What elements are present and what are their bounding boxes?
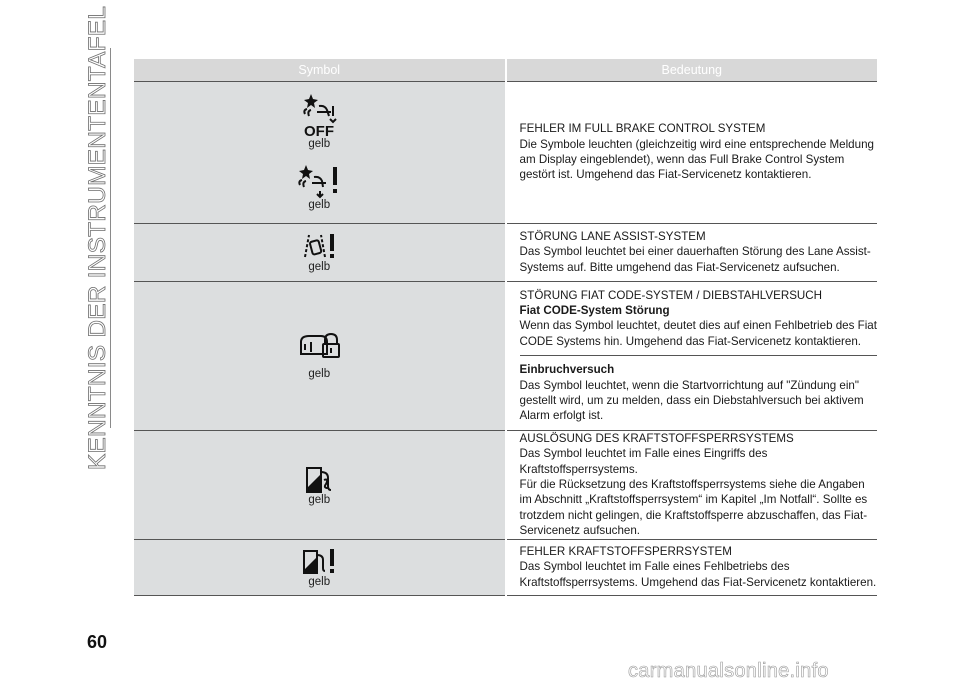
subsection-text: Das Symbol leuchtet, wenn die Startvorrichtung auf "Zündung ein" gestellt wird, um zu melden, dass ein Diebstahlversuch bei aktivem Alarm erfolgt ist. <box>519 378 864 423</box>
watermark: carmanualsonline.info <box>628 660 829 682</box>
full-brake-control-off-icon <box>134 92 505 138</box>
header-symbol: Symbol <box>134 59 506 81</box>
row-title: FEHLER KRAFTSTOFFSPERRSYSTEM <box>519 544 732 558</box>
symbol-color-label: gelb <box>308 199 331 211</box>
meaning-cell <box>506 223 878 281</box>
subsection-heading: Fiat CODE-System Störung <box>519 303 670 317</box>
row-title: STÖRUNG LANE ASSIST-SYSTEM <box>519 229 706 243</box>
row-title: AUSLÖSUNG DES KRAFTSTOFFSPERRSYSTEMS <box>519 431 794 445</box>
off-text: OFF <box>304 123 335 138</box>
row-description: Das Symbol leuchtet im Falle eines Fehlbetriebs des Kraftstoffsperrsystems. Umgehend das Fiat-Servicenetz kontaktieren. <box>519 560 877 589</box>
meaning-cell <box>506 539 878 595</box>
side-section-title-text: KENNTNIS DER INSTRUMENTENTAFEL <box>84 5 111 470</box>
subsection-heading: Einbruchversuch <box>519 363 615 377</box>
table-row <box>134 430 877 539</box>
fiat-code-alarm-icon <box>134 330 505 360</box>
side-section-title <box>78 5 118 470</box>
header-meaning: Bedeutung <box>506 59 878 81</box>
symbol-cell <box>134 281 506 430</box>
meaning-subsection <box>520 355 878 430</box>
fuel-cutoff-failure-icon <box>134 546 505 576</box>
symbol-color-label: gelb <box>308 368 331 381</box>
table-header-row <box>134 59 877 81</box>
row-description: Die Symbole leuchten (gleichzeitig wird eine entsprechende Meldung am Display eingeblendet), wenn das Full Brake Control System gestört ist. Umgehend das Fiat-Servicenetz kontaktieren. <box>519 137 874 182</box>
meaning-cell <box>506 430 878 539</box>
row-description: Das Symbol leuchtet bei einer dauerhaften Störung des Lane Assist-Systems auf. Bitte umgehend das Fiat-Servicenetz aufsuchen. <box>519 245 871 274</box>
page-number: 60 <box>87 632 108 652</box>
symbol-cell <box>134 223 506 281</box>
row-title: FEHLER IM FULL BRAKE CONTROL SYSTEM <box>519 122 766 136</box>
meaning-subsection <box>520 282 878 356</box>
subsection-text: Wenn das Symbol leuchtet, deutet dies auf einen Fehlbetrieb des Fiat CODE Systems hin. Umgehend das Fiat-Servicenetz kontaktieren. <box>519 319 877 348</box>
symbol-color-label: gelb <box>308 138 331 150</box>
table-row <box>134 223 877 281</box>
table-row <box>134 539 877 595</box>
symbol-cell <box>134 81 506 223</box>
table-row <box>134 81 877 223</box>
row-description: Das Symbol leuchtet im Falle eines Eingriffs des Kraftstoffsperrsystems. <box>519 447 768 476</box>
symbol-cell <box>134 430 506 539</box>
meaning-cell <box>506 281 878 430</box>
fuel-cutoff-icon <box>134 462 505 494</box>
row-description-extra: Für die Rücksetzung des Kraftstoffsperrsystems siehe die Angaben im Abschnitt „Kraftstoffsperrsystem“ im Kapitel „Im Notfall“. Sollte es trotzdem nicht gelingen, die Kraftstoffsperre abzuschaffen, das Fiat-Servicenetz aufsuchen. <box>519 477 868 538</box>
symbol-color-label: gelb <box>308 575 331 588</box>
lane-assist-failure-icon <box>134 231 505 261</box>
meaning-cell <box>506 81 878 223</box>
symbol-cell <box>134 539 506 595</box>
warning-symbol-table <box>134 59 877 596</box>
side-divider <box>110 48 111 428</box>
symbol-color-label: gelb <box>308 494 331 507</box>
symbol-color-label: gelb <box>308 260 331 273</box>
full-brake-control-failure-icon <box>134 163 505 199</box>
row-title: STÖRUNG FIAT CODE-SYSTEM / DIEBSTAHLVERSUCH <box>519 288 823 302</box>
table-row <box>134 281 877 430</box>
